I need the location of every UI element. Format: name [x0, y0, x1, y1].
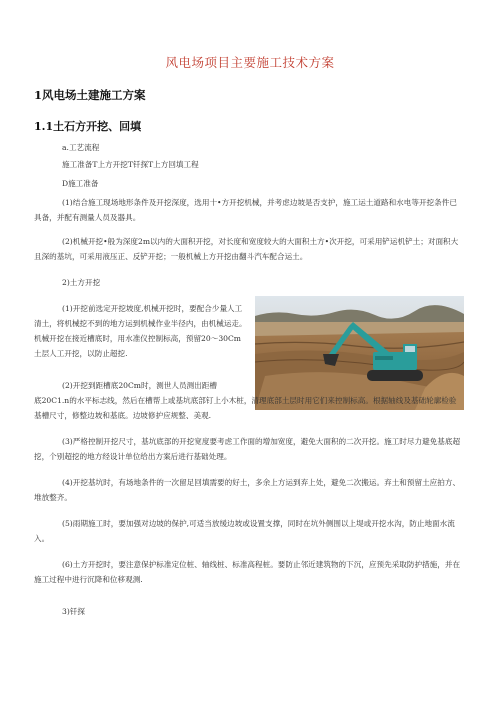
label-preparation: D施工准备	[62, 179, 99, 188]
label-probing: 3)钎探	[62, 607, 85, 616]
paragraph-excavation-2b: 底20C1.n的水平标志线，然后在槽帮上或基坑底部钉上小木桩，清理底部土层时用它们来控制标高。根据轴线及基础轮廓检验基槽尺寸，修整边坡和基底。边坡修护应规整、美观.	[34, 396, 457, 420]
paragraph-excavation-1: (1)开挖前选定开挖坡度,机械开挖时，要配合少量人工清土，将机械挖不到的地方运到机械作业半径内，由机械运走。机械开挖在接近槽底时，用水准仪控制标高，预留20～30Cm土层人工开挖，以防止超挖.	[34, 304, 247, 358]
paragraph-prep-2: (2)机械开挖•般为深度2m以内的大面积开挖，对长度和宽度较大的大面积土方•次开挖，可采用铲运机铲土；对面积大且深的基坑，可采用液压正、反铲开挖；一般机械上方开挖由翻斗汽车配合运土。	[34, 237, 459, 261]
heading-1: 1风电场土建施工方案	[34, 88, 146, 102]
paragraph-excavation-6: (6)土方开挖时，要注意保护标准定位桩、轴线桩、标准高程桩。要防止邻近建筑物的下沉，应预先采取防护措施，并在施工过程中进行沉降和位移观测.	[34, 560, 461, 584]
paragraph-prep-1: (1)结合施工现场地形条件及开挖深度，选用十•方开挖机械，并考虑边坡是否支护，施工运土道路和水电等开挖条件已具备，并配有测量人员及器具。	[34, 198, 457, 222]
document-title: 风电场项目主要施工技术方案	[165, 55, 335, 70]
heading-1-1: 1.1土石方开挖、回填	[34, 120, 142, 133]
paragraph-excavation-5: (5)雨期施工时，要加强对边坡的保护,可适当放缓边坡或设置支撑，同时在坑外侧围以上堤或开挖水沟，防止地面水流入。	[34, 519, 455, 543]
label-excavation: 2)土方开挖	[62, 278, 101, 287]
paragraph-excavation-2a: (2)开挖到距槽底20Cm时，测世人员测出距槽	[62, 381, 217, 390]
paragraph-excavation-3: (3)严格控制开挖尺寸，基坑底部的开挖宽度要考虑工作面的增加宽度，避免大面积的二次开挖。施工时尽力避免基底超挖，个别超挖的地方经设计单位给出方案后进行基础处理。	[34, 437, 461, 461]
label-process-flow: a.工艺流程	[62, 143, 100, 152]
process-flow-text: 施工准备T上方开挖T钎探T上方回填工程	[62, 160, 199, 169]
paragraph-excavation-4: (4)开挖基坑时，有场地条件的一次留足回填需要的好土，多余上方运到弃上处，避免二次搬运。弃土和预留土应拍方、堆放整齐。	[34, 478, 461, 502]
